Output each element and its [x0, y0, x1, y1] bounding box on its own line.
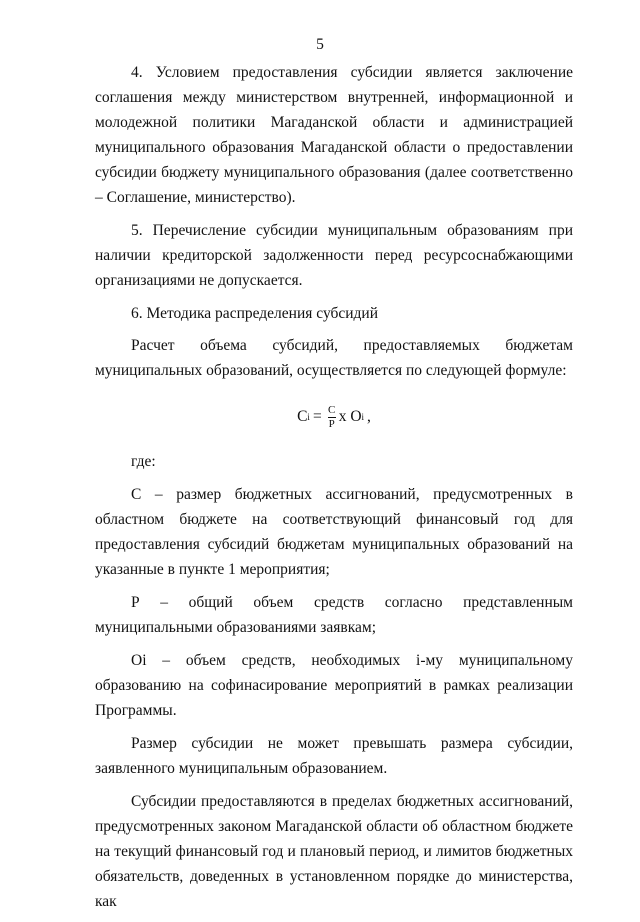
section-heading-6: 6. Методика распределения субсидий: [131, 305, 379, 322]
definition-p: Р – общий объем средств согласно представленным муниципальными образованиями заявкам;: [95, 594, 573, 636]
paragraph-calculation: Расчет объема субсидий, предоставляемых бюджетам муниципальных образований, осуществляется по следующей формуле:: [95, 337, 573, 379]
paragraph-4: 4. Условием предоставления субсидии является заключение соглашения между министерством внутренней, информационной и молодежной политики Магаданской области и администрацией муниципального образования Магаданской области о предоставлении субсидии бюджету муниципального образования (далее соответственно – Соглашение, министерство).: [95, 64, 573, 206]
definition-c: С – размер бюджетных ассигнований, предусмотренных в областном бюджете на соответствующий финансовый год для предоставления субсидий бюджетам муниципальных образований на указанные в пункте 1 мероприятия;: [95, 486, 573, 578]
paragraph-subsidies-granted: Субсидии предоставляются в пределах бюджетных ассигнований, предусмотренных законом Магаданской области об областном бюджете на текущий финансовый год и плановый период, и лимитов бюджетных обязательств, доведенных в установленном порядке до министерства, как: [95, 793, 573, 910]
where-label: где:: [131, 453, 156, 470]
page-number: 5: [316, 36, 324, 53]
formula-denominator: Р: [328, 417, 335, 430]
formula-times: х О: [338, 408, 362, 425]
definition-oi: Оi – объем средств, необходимых i-му муниципальному образованию на софинасирование мероприятий в рамках реализации Программы.: [95, 652, 573, 719]
formula-lhs-sub: i: [307, 412, 310, 422]
formula-equals: =: [312, 408, 322, 425]
formula-tail: ,: [367, 408, 371, 425]
formula-numerator: С: [328, 403, 336, 416]
formula-rhs-sub: i: [361, 412, 365, 422]
document-body: [95, 60, 573, 922]
paragraph-5: 5. Перечисление субсидии муниципальным образованиям при наличии кредиторской задолженности перед ресурсоснабжающими организациями не допускается.: [95, 222, 573, 289]
formula: [95, 391, 573, 443]
formula-fraction: [328, 405, 336, 430]
paragraph-subsidy-size: Размер субсидии не может превышать размера субсидии, заявленного муниципальным образованием.: [95, 735, 573, 777]
formula-lhs: С: [297, 408, 308, 425]
